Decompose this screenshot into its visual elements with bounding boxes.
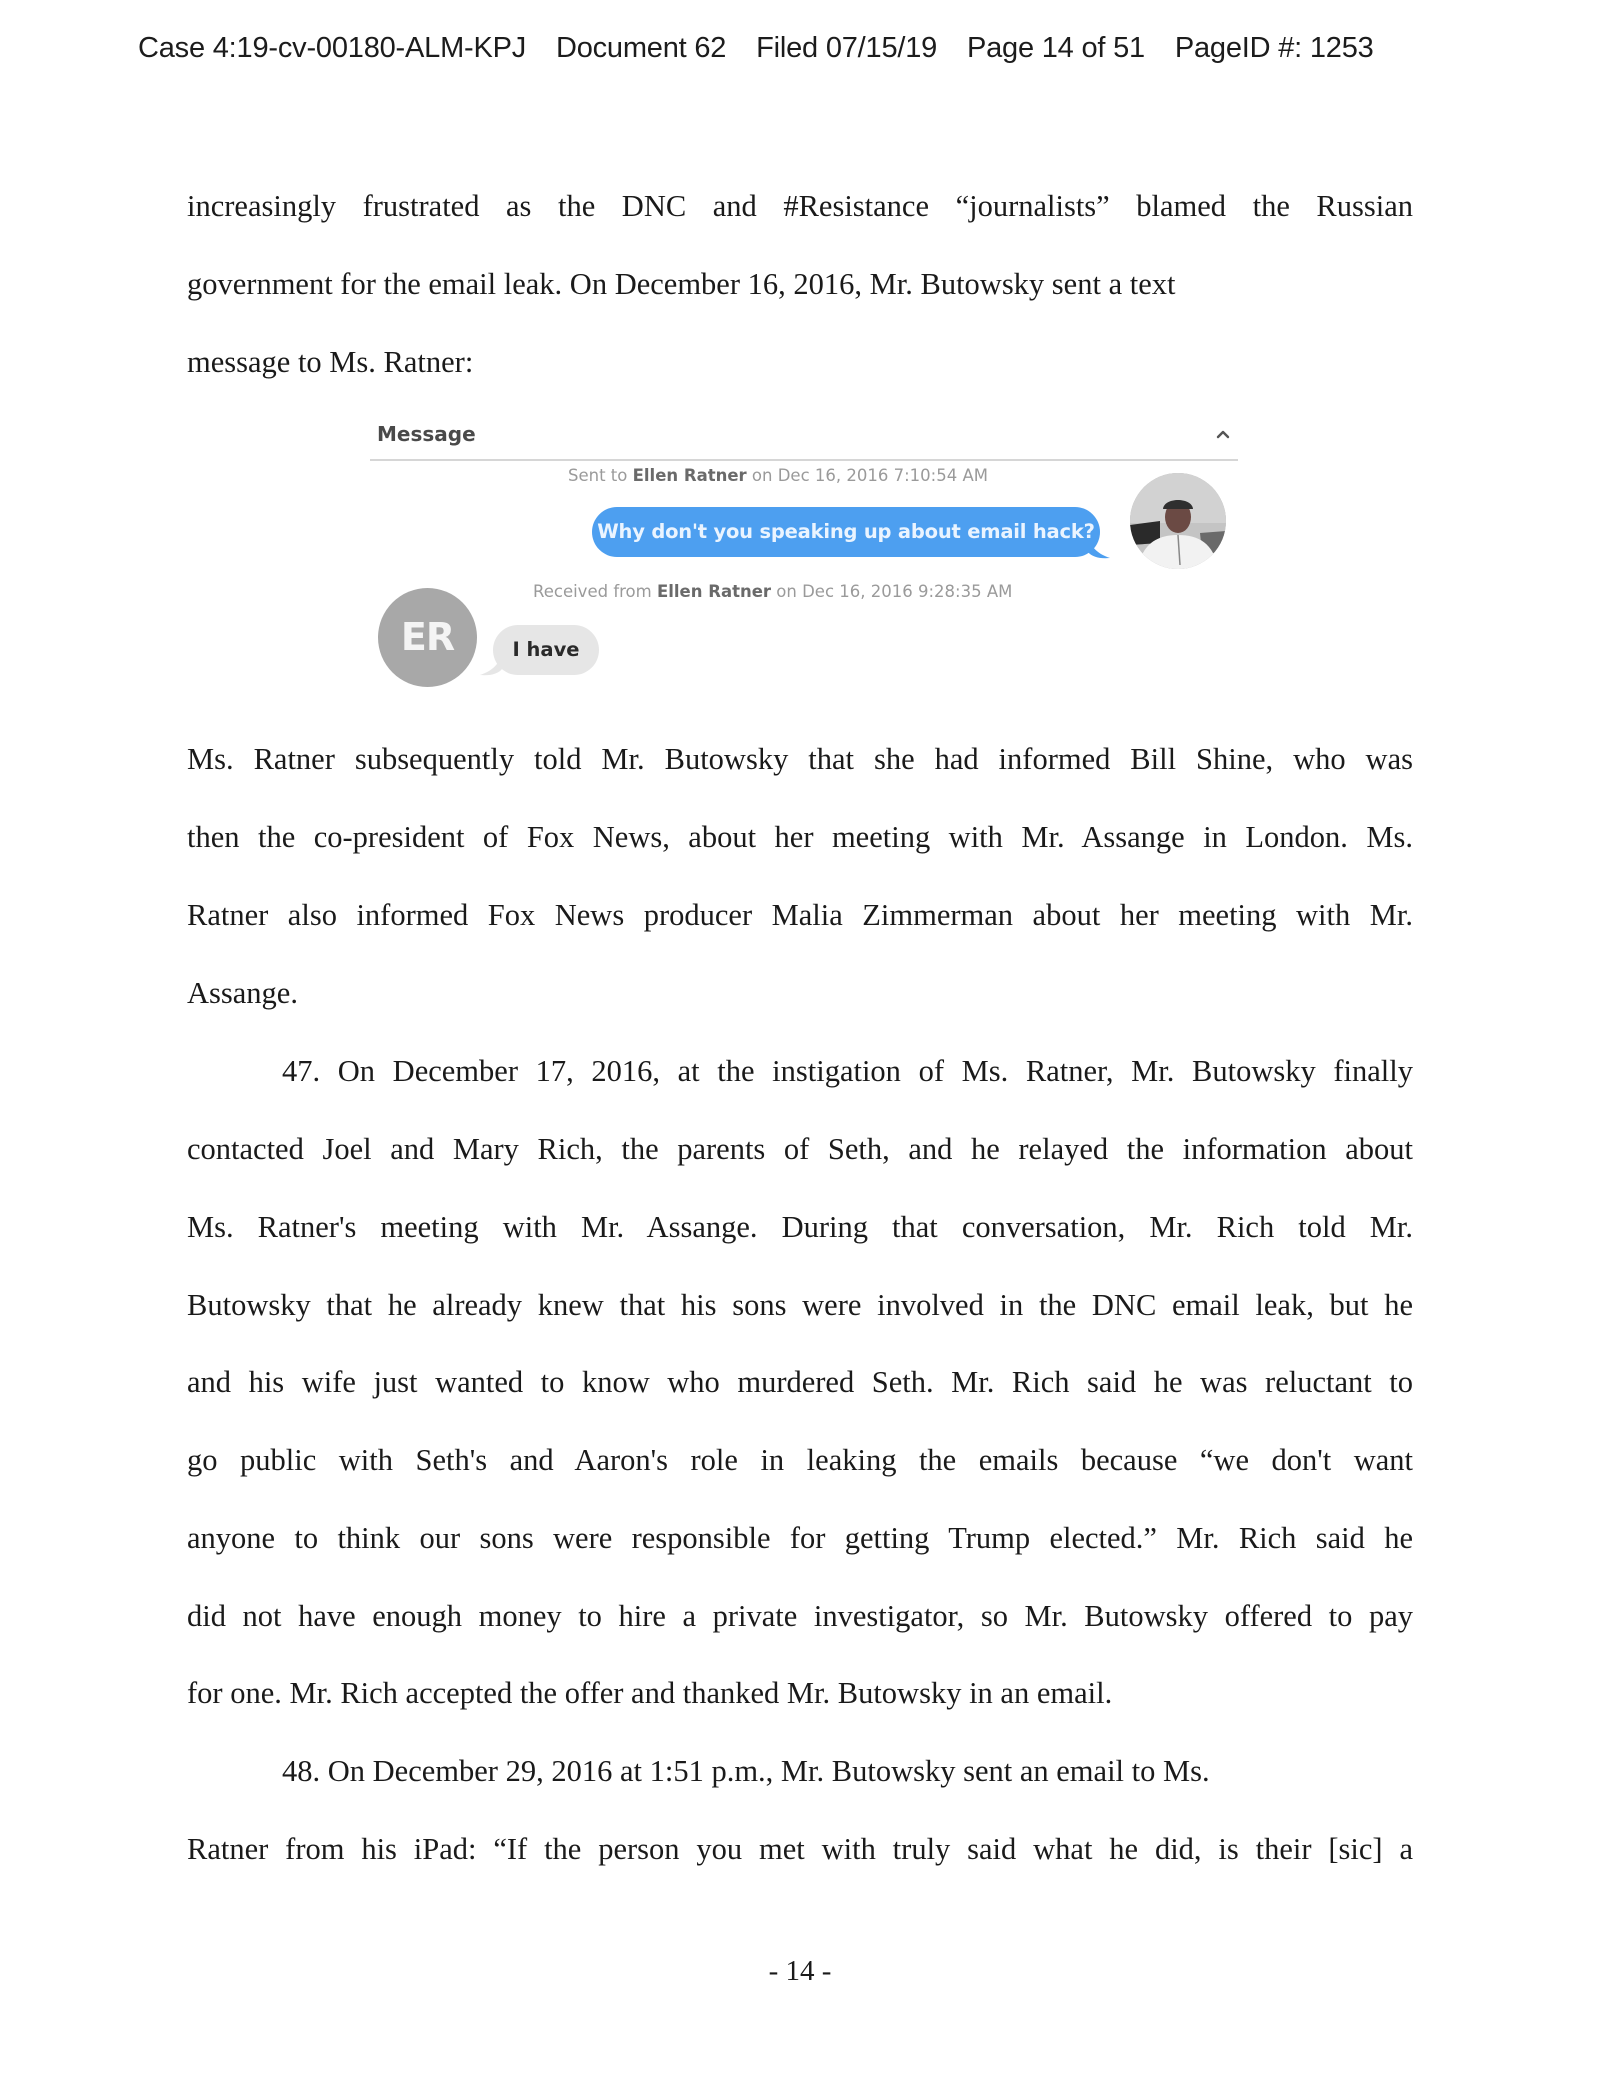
received-meta-name: Ellen Ratner [656, 582, 772, 601]
page-number: - 14 - [768, 1955, 832, 1987]
body-line: Assange. [187, 976, 298, 1010]
message-panel-title: Message [377, 422, 476, 446]
page-id: PageID #: 1253 [1174, 32, 1374, 64]
body-line: message to Ms. Ratner: [187, 345, 474, 379]
body-line: Ms. Ratner subsequently told Mr. Butowsky that she had informed Bill Shine, who was [187, 742, 1413, 776]
document-number: Document 62 [555, 32, 727, 64]
outgoing-message-bubble: Why don't you speaking up about email hack? [592, 507, 1100, 557]
sender-avatar [1130, 473, 1226, 569]
sent-meta-timestamp: on Dec 16, 2016 7:10:54 AM [746, 466, 988, 485]
paragraph-47-line: and his wife just wanted to know who murdered Seth. Mr. Rich said he was reluctant to [187, 1365, 1413, 1399]
sent-meta-name: Ellen Ratner [632, 466, 747, 485]
received-meta-prefix: Received from [533, 582, 657, 601]
sent-meta [568, 466, 988, 485]
person-photo-icon [1130, 473, 1226, 569]
body-line: increasingly frustrated as the DNC and #Resistance “journalists” blamed the Russian [187, 189, 1413, 223]
paragraph-47-line: did not have enough money to hire a private investigator, so Mr. Butowsky offered to pay [187, 1599, 1413, 1633]
incoming-message-bubble: I have [493, 625, 599, 675]
paragraph-47-line: for one. Mr. Rich accepted the offer and thanked Mr. Butowsky in an email. [187, 1676, 1113, 1710]
paragraph-47-line: Butowsky that he already knew that his sons were involved in the DNC email leak, but he [187, 1288, 1413, 1322]
received-meta [533, 582, 1012, 601]
sent-meta-prefix: Sent to [568, 466, 633, 485]
body-line: government for the email leak. On December 16, 2016, Mr. Butowsky sent a text [187, 267, 1176, 301]
body-line: then the co-president of Fox News, about her meeting with Mr. Assange in London. Ms. [187, 820, 1413, 854]
message-panel-divider [370, 459, 1238, 461]
body-line: Ratner also informed Fox News producer Malia Zimmerman about her meeting with Mr. [187, 898, 1413, 932]
recipient-initials-avatar: ER [378, 588, 477, 687]
paragraph-48-line: 48. On December 29, 2016 at 1:51 p.m., Mr. Butowsky sent an email to Ms. [282, 1754, 1210, 1788]
outgoing-bubble-tail [1088, 538, 1110, 560]
paragraph-48-line: Ratner from his iPad: “If the person you met with truly said what he did, is their [sic] a [187, 1832, 1413, 1866]
chevron-up-icon[interactable] [1213, 424, 1233, 444]
paragraph-47-line: Ms. Ratner's meeting with Mr. Assange. During that conversation, Mr. Rich told Mr. [187, 1210, 1413, 1244]
paragraph-47-line: anyone to think our sons were responsible for getting Trump elected.” Mr. Rich said he [187, 1521, 1413, 1555]
filed-date: Filed 07/15/19 [756, 32, 938, 64]
case-header [138, 32, 1468, 72]
page-of: Page 14 of 51 [966, 32, 1145, 64]
paragraph-47-line: go public with Seth's and Aaron's role in leaking the emails because “we don't want [187, 1443, 1413, 1477]
paragraph-47-line: 47. On December 17, 2016, at the instigation of Ms. Ratner, Mr. Butowsky finally [282, 1054, 1413, 1088]
case-number: Case 4:19-cv-00180-ALM-KPJ [138, 32, 527, 64]
paragraph-47-line: contacted Joel and Mary Rich, the parents of Seth, and he relayed the information about [187, 1132, 1413, 1166]
received-meta-timestamp: on Dec 16, 2016 9:28:35 AM [771, 582, 1013, 601]
message-screenshot [370, 410, 1238, 710]
